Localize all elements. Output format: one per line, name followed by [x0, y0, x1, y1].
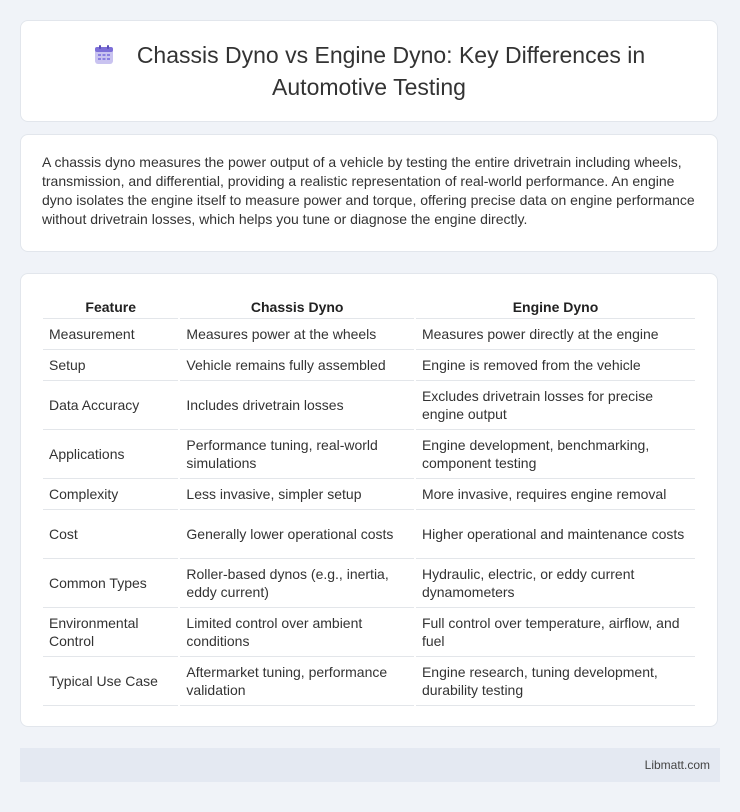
chassis-cell: Roller-based dynos (e.g., inertia, eddy current)	[180, 559, 414, 608]
header-chassis-dyno: Chassis Dyno	[180, 298, 414, 319]
feature-cell: Environmental Control	[43, 608, 178, 657]
feature-cell: Common Types	[43, 559, 178, 608]
engine-cell: More invasive, requires engine removal	[416, 479, 695, 510]
header-engine-dyno: Engine Dyno	[416, 298, 695, 319]
feature-cell: Data Accuracy	[43, 381, 178, 430]
table-row	[43, 657, 695, 706]
feature-cell: Complexity	[43, 479, 178, 510]
chassis-cell: Generally lower operational costs	[180, 510, 414, 559]
chassis-cell: Less invasive, simpler setup	[180, 479, 414, 510]
engine-cell: Higher operational and maintenance costs	[416, 510, 695, 559]
engine-cell: Hydraulic, electric, or eddy current dynamometers	[416, 559, 695, 608]
engine-cell: Engine development, benchmarking, component testing	[416, 430, 695, 479]
chassis-cell: Measures power at the wheels	[180, 319, 414, 350]
table-row	[43, 559, 695, 608]
chassis-cell: Aftermarket tuning, performance validation	[180, 657, 414, 706]
table-row	[43, 319, 695, 350]
engine-cell: Engine is removed from the vehicle	[416, 350, 695, 381]
feature-cell: Measurement	[43, 319, 178, 350]
chassis-cell: Limited control over ambient conditions	[180, 608, 414, 657]
intro-paragraph: A chassis dyno measures the power output of a vehicle by testing the entire drivetrain including wheels, transmission, and differential, providing a realistic representation of real-world performance. An engine dyno isolates the engine itself to measure power and torque, offering precise data on engine performance without drivetrain losses, which helps you tune or diagnose the engine directly.	[42, 154, 695, 227]
feature-cell: Setup	[43, 350, 178, 381]
feature-cell: Typical Use Case	[43, 657, 178, 706]
title-text: Chassis Dyno vs Engine Dyno: Key Differences in Automotive Testing	[136, 41, 646, 100]
footer	[20, 748, 720, 782]
engine-cell: Excludes drivetrain losses for precise engine output	[416, 381, 695, 430]
footer-brand-link[interactable]: Libmatt.com	[644, 758, 710, 772]
engine-cell: Engine research, tuning development, durability testing	[416, 657, 695, 706]
calendar-icon	[93, 44, 115, 73]
feature-cell: Applications	[43, 430, 178, 479]
header-feature: Feature	[43, 298, 178, 319]
engine-cell: Full control over temperature, airflow, and fuel	[416, 608, 695, 657]
table-row	[43, 350, 695, 381]
intro-card	[20, 134, 718, 252]
feature-cell: Cost	[43, 510, 178, 559]
comparison-card	[20, 273, 718, 727]
chassis-cell: Performance tuning, real-world simulations	[180, 430, 414, 479]
chassis-cell: Includes drivetrain losses	[180, 381, 414, 430]
table-row	[43, 608, 695, 657]
table-row	[43, 510, 695, 559]
chassis-cell: Vehicle remains fully assembled	[180, 350, 414, 381]
comparison-table	[41, 298, 697, 706]
title-card	[20, 20, 718, 122]
table-row	[43, 381, 695, 430]
table-row	[43, 479, 695, 510]
page-title	[21, 41, 717, 102]
table-header-row	[43, 298, 695, 319]
table-row	[43, 430, 695, 479]
engine-cell: Measures power directly at the engine	[416, 319, 695, 350]
